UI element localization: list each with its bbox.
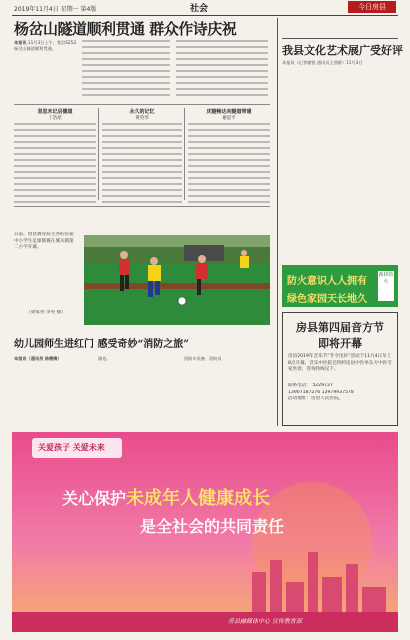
notice-contact-label: 联系电话： [288,383,311,388]
poem-1-title: 坚思未记启德道 [37,109,73,115]
notice-body: 房县2019年音乐节“冬令送补”活动于11月4日早上8点开幕，音乐中医院还特约房县中医单东方中医专家坐诊，咨询热线见下。 [288,354,392,372]
poem-divider-2 [184,108,185,200]
column-divider [277,18,278,426]
section-title: 社会 [190,4,209,14]
banner-small-slogan: 关爱孩子 关爱未来 [38,443,105,452]
poem-divider-1 [98,108,99,200]
poem-1-author: 丁浩原 [48,116,62,121]
notice-phone-3: 13979937578 [321,389,354,395]
notice-phone-1: 5229727 [312,383,333,388]
poem-3 [188,108,270,203]
newspaper-logo: 今日房县 [348,1,396,13]
notice-phone-2: 13907187276 [288,389,321,395]
fire-banner-line-1: 防火意识人人拥有 [287,276,367,287]
dateline: 2019年11月4日 星期一 第4版 [14,6,97,13]
right-story-body [282,60,398,260]
lead-column-1 [14,40,78,98]
music-festival-notice [282,312,398,426]
lead-headline: 杨岔山隧道顺利贯通 群众作诗庆祝 [14,20,237,38]
poem-3-body [188,123,270,203]
lead-column-3 [176,40,268,98]
banner-footer: 房县融媒体中心 宣传教育部 [228,618,302,625]
banner-line-2: 是全社会的共同责任 [140,517,285,536]
kindergarten-byline: 本报讯（通讯员 徐嫂梅） [14,356,62,361]
right-story-byline: 本报讯（记者谢锐 通讯员王茜群）11月3日 [282,60,363,65]
banner-line-1-big: 未成年人健康成长 [126,488,271,509]
kindergarten-col-2 [98,356,178,428]
right-top-rule [282,38,398,39]
soccer-photo [84,235,270,325]
kindergarten-col-3 [184,356,270,428]
banner-line-1 [62,484,270,510]
fire-prevention-banner [282,265,398,307]
banner-line-1-prefix: 关心保护 [62,489,127,508]
notice-title-1: 房县第四届音方节 [296,321,384,334]
notice-title-2: 即将开幕 [318,337,362,350]
kindergarten-col-3-start: 消防车装备，消防员 [184,356,222,361]
soccer-photo-image [84,235,270,325]
poem-1-body [14,123,96,203]
poem-2-title: 永久的记忆 [129,109,155,115]
poem-2 [102,108,182,203]
right-headline: 我县文化艺术展广受好评 [282,44,403,57]
poem-3-title: 庆隧畅达向隧道带通 [206,109,252,115]
kindergarten-col-1 [14,356,92,428]
forest-fire-seal: 森林防火 [378,271,394,301]
lead-column-2 [82,40,170,98]
poem-2-author: 黄英琴 [135,116,149,121]
poem-1 [14,108,96,203]
public-service-banner [12,432,398,632]
kindergarten-headline: 幼儿园师生进红门 感受奇妙“消防之旅” [14,339,189,350]
photo-credit: （梁家亮 李英 摄） [26,310,66,315]
poem-2-body [102,123,182,203]
lead-byline: 本报讯 [14,40,27,45]
lead-intro: 11月3日上午，我县S253杨岔山隧道顺利贯通。 [14,40,76,51]
header-rule [12,15,398,16]
photo-caption [14,232,78,308]
poem-3-author: 谢思平 [222,116,236,121]
photo-caption-text: 日前，由县教育局主办的首届中小学生足球联赛在城关镇第二小学开幕。 [14,232,74,250]
kindergarten-col-2-start: 画卷。 [98,356,111,361]
lead-divider [14,104,270,105]
fire-banner-line-2: 绿色家园天长地久 [287,294,367,305]
notice-address: 活动地址：房县人民医院。 [288,396,344,401]
poem-bottom-rule [14,206,270,207]
